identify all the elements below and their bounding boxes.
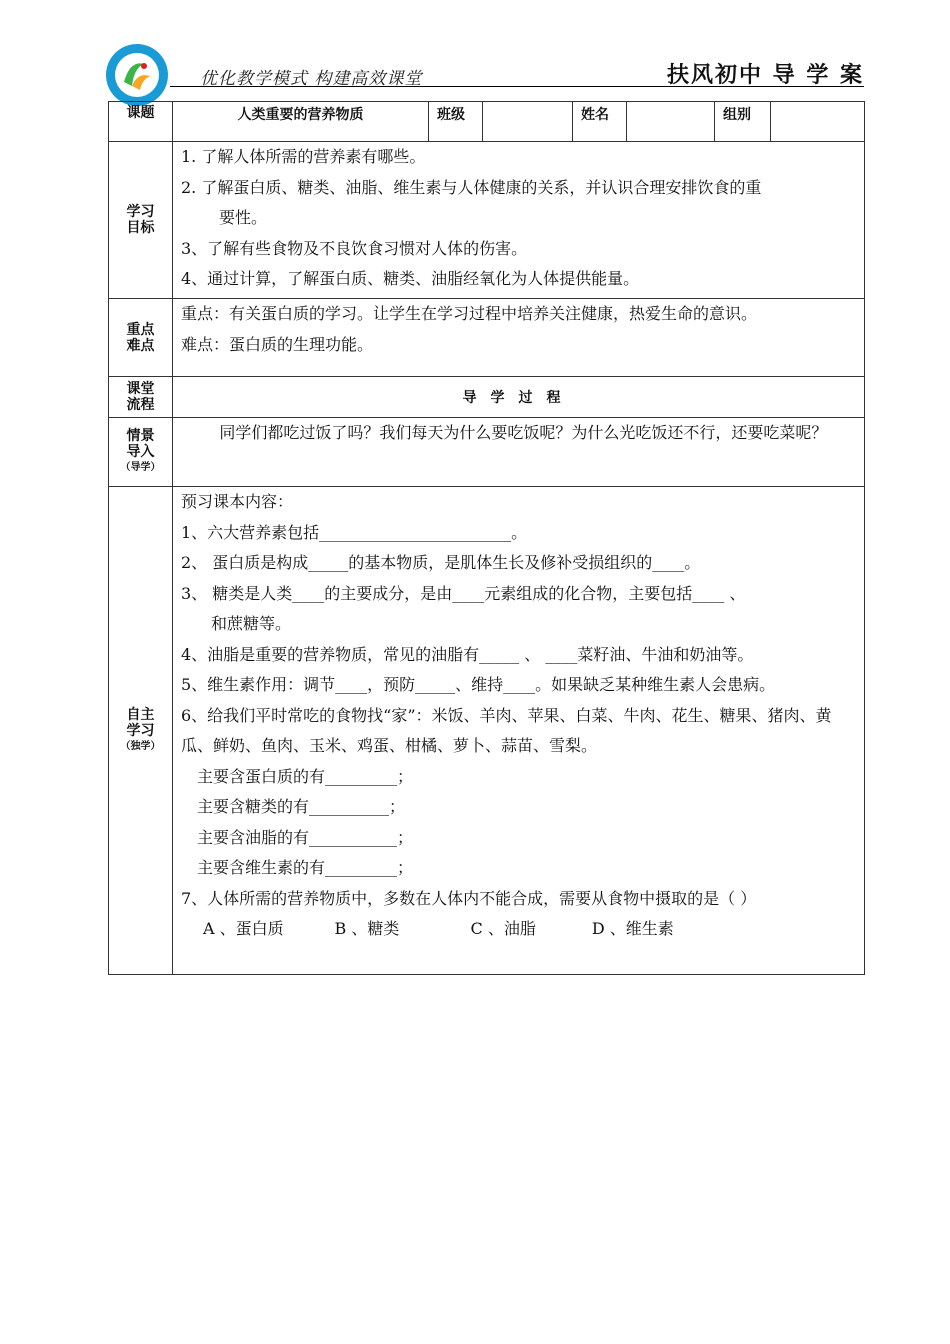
question-2: 2、 蛋白质是构成_____的基本物质，是肌体生长及修补受损组织的____。	[181, 553, 701, 572]
goal-item: 3、了解有些食物及不良饮食习惯对人体的伤害。	[181, 238, 528, 258]
question-4: 4、油脂是重要的营养物质，常见的油脂有_____ 、 ____菜籽油、牛油和奶油等。	[181, 644, 754, 664]
intro-label-1: 情景	[126, 428, 155, 444]
self-study-content	[173, 487, 865, 975]
question-7: 7、人体所需的营养物质中，多数在人体内不能合成，需要从食物中摄取的是（ ）	[181, 888, 757, 908]
title-row	[109, 102, 865, 142]
self-study-label-1: 自主	[126, 706, 155, 723]
goal-item: 2. 了解蛋白质、糖类、油脂、维生素与人体健康的关系，并认识合理安排饮食的重	[181, 177, 762, 197]
goal-item: 4、通过计算，了解蛋白质、糖类、油脂经氧化为人体提供能量。	[181, 269, 640, 288]
self-study-label-2: 学习	[126, 722, 155, 739]
intro-label-2: 导入	[126, 444, 155, 460]
name-field[interactable]	[627, 102, 715, 142]
question-7-options: A 、蛋白质 B 、糖类 C 、油脂 D 、维生素	[203, 919, 674, 938]
self-study-label	[109, 487, 173, 975]
group-field[interactable]	[771, 102, 865, 142]
school-logo	[104, 42, 170, 108]
header-rule	[170, 86, 864, 87]
flow-label	[109, 377, 173, 418]
goals-content	[173, 142, 865, 299]
key-label-2: 难点	[126, 337, 155, 354]
flow-label-1: 课堂	[126, 381, 155, 397]
goals-label	[109, 142, 173, 299]
topic-value: 人类重要的营养物质	[173, 102, 429, 142]
protein-foods: 主要含蛋白质的有_________；	[197, 766, 414, 786]
flow-title: 导学过程	[173, 377, 865, 418]
key-label-1: 重点	[126, 321, 155, 338]
school-title: 扶风初中 导 学 案	[667, 62, 864, 88]
flow-label-2: 流程	[126, 397, 155, 413]
group-label: 组别	[715, 102, 771, 142]
name-label: 姓名	[573, 102, 627, 142]
intro-text: 同学们都吃过饭了吗？我们每天为什么要吃饭呢？为什么光吃饭还不行，还要吃菜呢？	[219, 423, 828, 442]
study-plan-table	[108, 101, 865, 975]
key-row	[109, 299, 865, 377]
self-study-heading: 预习课本内容：	[181, 492, 294, 511]
intro-label	[109, 418, 173, 487]
goals-label-1: 学习	[126, 204, 155, 220]
goal-item: 1. 了解人体所需的营养素有哪些。	[181, 147, 426, 166]
page-header	[104, 38, 864, 94]
question-3: 3、 糖类是人类____的主要成分，是由____元素组成的化合物，主要包括____ 、	[181, 583, 746, 603]
slogan: 优化教学模式 构建高效课堂	[200, 69, 423, 89]
goals-label-2: 目标	[126, 220, 155, 236]
fat-foods: 主要含油脂的有___________；	[197, 827, 414, 847]
key-difficulty: 难点：蛋白质的生理功能。	[181, 334, 374, 354]
self-study-row	[109, 487, 865, 975]
question-1: 1、六大营养素包括________________________。	[181, 522, 528, 542]
goals-row	[109, 142, 865, 299]
key-label	[109, 299, 173, 377]
intro-content	[173, 418, 865, 487]
key-content	[173, 299, 865, 377]
question-5: 5、维生素作用：调节____，预防_____、维持____。如果缺乏某种维生素人会患病。	[181, 675, 776, 694]
class-label: 班级	[429, 102, 483, 142]
class-field[interactable]	[483, 102, 573, 142]
sugar-foods: 主要含糖类的有__________；	[197, 797, 406, 816]
vitamin-foods: 主要含维生素的有_________；	[197, 858, 414, 877]
key-focus: 重点：有关蛋白质的学习。让学生在学习过程中培养关注健康，热爱生命的意识。	[181, 304, 758, 323]
question-6: 6、给我们平时常吃的食物找“家”：米饭、羊肉、苹果、白菜、牛肉、花生、糖果、猪肉、黄瓜、鲜奶、鱼肉、玉米、鸡蛋、柑橘、萝卜、蒜苗、雪梨。	[181, 705, 832, 755]
self-study-label-3: （独学）	[120, 740, 161, 752]
question-3-cont: 和蔗糖等。	[211, 614, 292, 633]
intro-row	[109, 418, 865, 487]
flow-row	[109, 377, 865, 418]
topic-label: 课题	[109, 102, 173, 142]
intro-label-3: （导学）	[120, 462, 161, 473]
goal-item: 要性。	[219, 208, 268, 227]
